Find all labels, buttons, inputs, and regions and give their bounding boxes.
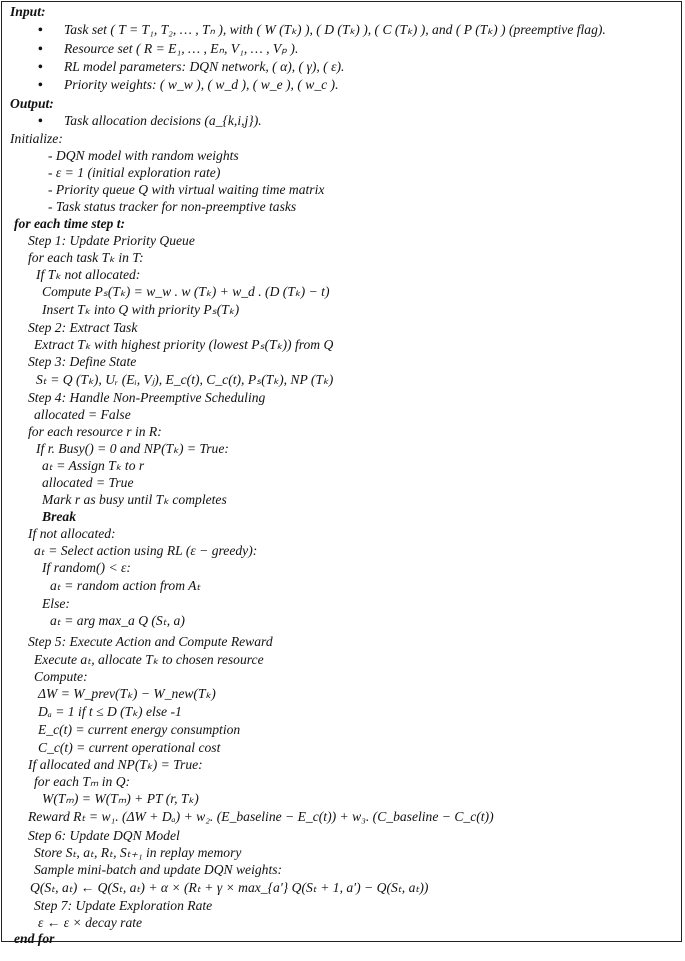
algorithm-box xyxy=(1,1,682,946)
algorithm-line: E_c(t) = current energy consumption xyxy=(38,722,241,737)
algorithm-line: If allocated and NP(Tₖ) = True: xyxy=(28,757,203,772)
algorithm-line: Compute Pₛ(Tₖ) = w_w . w (Tₖ) + w_d . (D (Tₖ) − t) xyxy=(42,284,330,299)
algorithm-line: aₜ = Select action using RL (ε − greedy): xyxy=(34,543,258,558)
algorithm-line: for each resource r in R: xyxy=(28,424,162,439)
algorithm-line: If not allocated: xyxy=(28,526,116,541)
algorithm-line: Step 4: Handle Non-Preemptive Scheduling xyxy=(28,390,266,405)
algorithm-line: ΔW = W_prev(Tₖ) − W_new(Tₖ) xyxy=(38,686,216,701)
algorithm-line: If r. Busy() = 0 and NP(Tₖ) = True: xyxy=(36,441,229,456)
algorithm-line: Mark r as busy until Tₖ completes xyxy=(42,492,227,507)
algorithm-line: Break xyxy=(42,509,76,524)
algorithm-line: aₜ = Assign Tₖ to r xyxy=(42,458,145,473)
algorithm-line: Execute aₜ, allocate Tₖ to chosen resource xyxy=(34,652,264,667)
algorithm-line: - Priority queue Q with virtual waiting time matrix xyxy=(48,182,325,197)
algorithm-line: Q(Sₜ, aₜ) ← Q(Sₜ, aₜ) + α × (Rₜ + γ × max_{a′} Q(Sₜ + 1, a′) − Q(Sₜ, aₜ)) xyxy=(30,880,429,895)
algorithm-line: Sₜ = Q (Tₖ), Uᵣ (Eᵢ, Vⱼ), E_c(t), C_c(t), Pₛ(Tₖ), NP (Tₖ) xyxy=(36,372,334,387)
algorithm-line: ε ← ε × decay rate xyxy=(38,915,143,930)
algorithm-line: Step 3: Define State xyxy=(28,354,137,369)
algorithm-line: • Resource set ( R = E₁, … , Eₙ, V₁, … , Vₚ ). xyxy=(64,41,298,57)
algorithm-line: Insert Tₖ into Q with priority Pₛ(Tₖ) xyxy=(42,302,240,317)
algorithm-line: • Priority weights: ( w_w ), ( w_d ), ( w_e ), ( w_c ). xyxy=(64,77,338,93)
algorithm-line: Step 5: Execute Action and Compute Reward xyxy=(28,634,273,649)
algorithm-line: - ε = 1 (initial exploration rate) xyxy=(48,165,221,180)
algorithm-line: • Task set ( T = T₁, T₂, … , Tₙ ), with ( W (Tₖ) ), ( D (Tₖ) ), ( C (Tₖ) ), and ( P (Tₖ) ) (preemptive flag). xyxy=(64,22,606,38)
algorithm-line: allocated = False xyxy=(34,407,131,422)
algorithm-line: Step 7: Update Exploration Rate xyxy=(34,898,213,913)
algorithm-line: Step 6: Update DQN Model xyxy=(28,828,180,843)
algorithm-line: Store Sₜ, aₜ, Rₜ, Sₜ₊₁ in replay memory xyxy=(34,845,242,860)
algorithm-line: Output: xyxy=(10,96,54,111)
algorithm-line: Extract Tₖ with highest priority (lowest Pₛ(Tₖ)) from Q xyxy=(34,337,334,352)
algorithm-line: Dₐ = 1 if t ≤ D (Tₖ) else -1 xyxy=(38,704,182,719)
algorithm-line: end for xyxy=(14,931,55,946)
algorithm-line: C_c(t) = current operational cost xyxy=(38,740,221,755)
algorithm-line: Sample mini-batch and update DQN weights: xyxy=(34,862,283,877)
algorithm-line: Compute: xyxy=(34,669,88,684)
algorithm-line: • RL model parameters: DQN network, ( α), ( γ), ( ε). xyxy=(64,59,344,75)
algorithm-line: allocated = True xyxy=(42,475,134,490)
algorithm-line: Step 1: Update Priority Queue xyxy=(28,233,195,248)
algorithm-line: aₜ = arg max_a Q (Sₜ, a) xyxy=(50,613,185,628)
algorithm-line: If Tₖ not allocated: xyxy=(36,267,141,282)
algorithm-line: • Task allocation decisions (a_{k,i,j}). xyxy=(64,113,262,129)
algorithm-line: for each time step t: xyxy=(14,216,125,231)
algorithm-line: W(Tₘ) = W(Tₘ) + PT (r, Tₖ) xyxy=(42,791,199,806)
algorithm-line: Input: xyxy=(10,4,46,19)
algorithm-line: Else: xyxy=(42,596,70,611)
algorithm-line: for each Tₘ in Q: xyxy=(34,774,131,789)
algorithm-line: for each task Tₖ in T: xyxy=(28,250,144,265)
algorithm-line: Step 2: Extract Task xyxy=(28,320,138,335)
algorithm-line: Initialize: xyxy=(10,131,63,146)
algorithm-line: Reward Rₜ = w₁. (ΔW + Dₐ) + w₂. (E_baseline − E_c(t)) + w₃. (C_baseline − C_c(t)) xyxy=(28,809,494,824)
algorithm-line: If random() < ε: xyxy=(42,560,131,575)
algorithm-line: - Task status tracker for non-preemptive tasks xyxy=(48,199,297,214)
algorithm-line: - DQN model with random weights xyxy=(48,148,239,163)
algorithm-line: aₜ = random action from Aₜ xyxy=(50,578,201,593)
